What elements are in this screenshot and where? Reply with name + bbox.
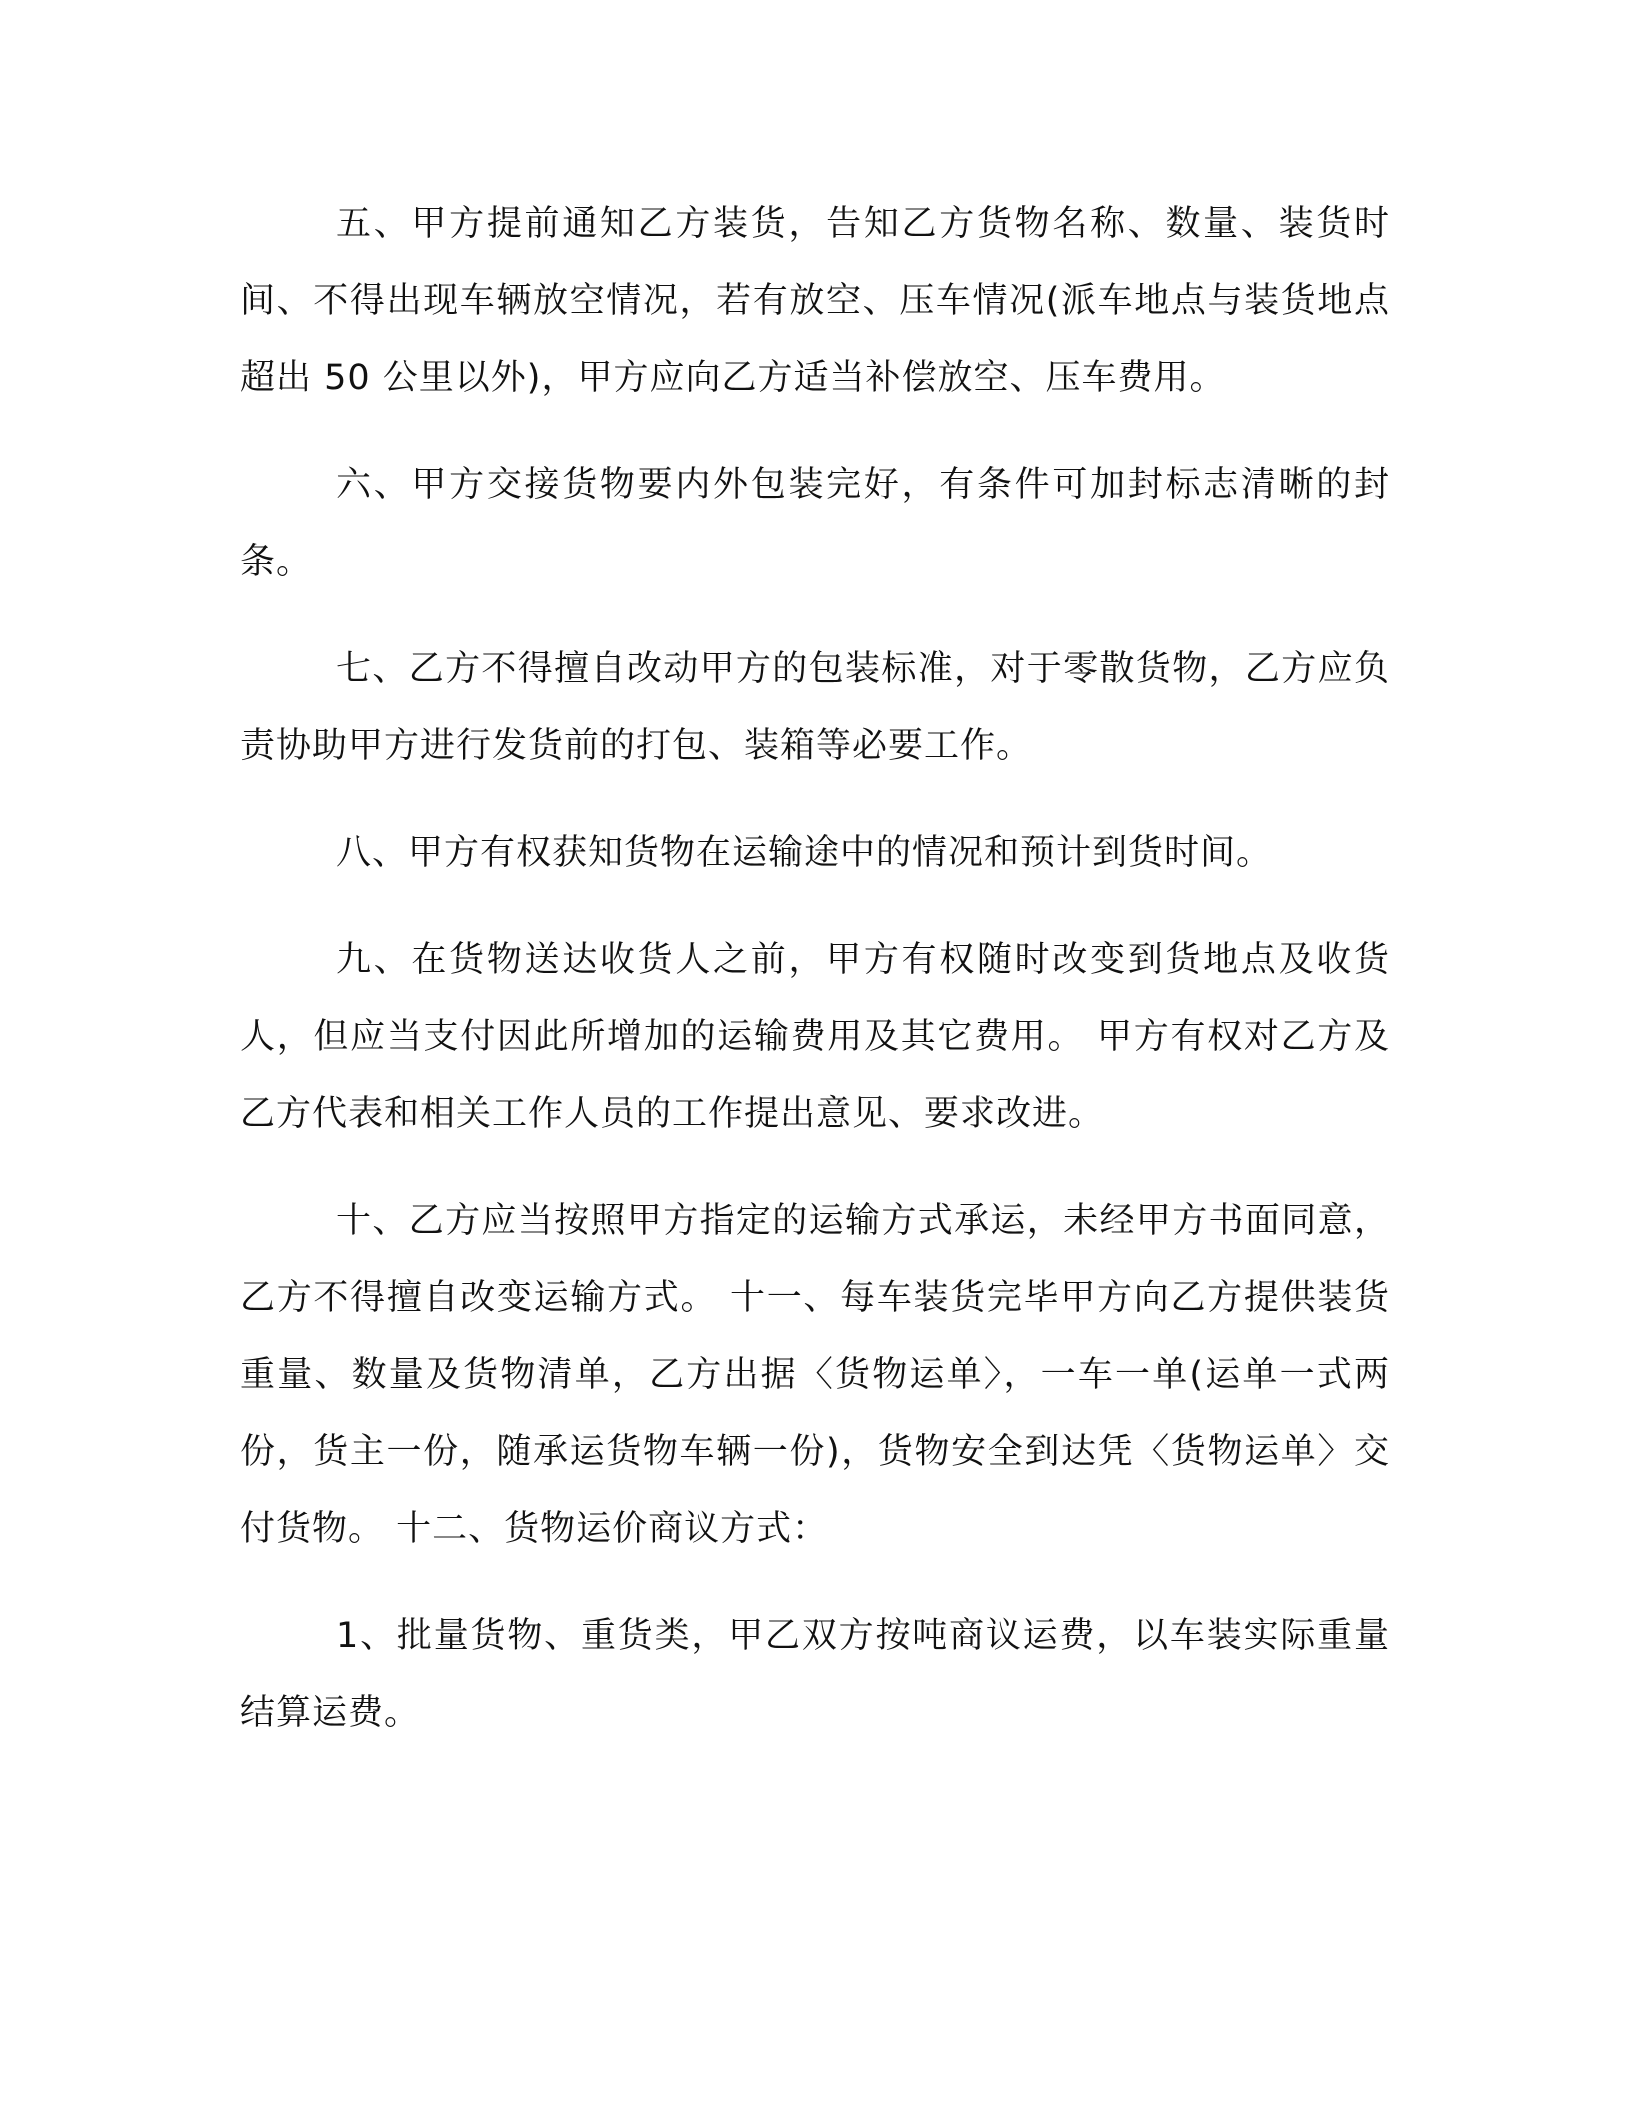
clause-12-item-1: 1、批量货物、重货类，甲乙双方按吨商议运费，以车装实际重量结算运费。: [240, 1616, 1390, 1733]
clause-5: 五、甲方提前通知乙方装货，告知乙方货物名称、数量、装货时间、不得出现车辆放空情况，若有放空、压车情况(派车地点与装货地点超出 50 公里以外)，甲方应向乙方适当补偿放空、压车费用。: [240, 204, 1390, 398]
document-body: [240, 186, 1390, 1782]
clause-9: 九、在货物送达收货人之前，甲方有权随时改变到货地点及收货人，但应当支付因此所增加的运输费用及其它费用。 甲方有权对乙方及乙方代表和相关工作人员的工作提出意见、要求改进。: [240, 940, 1390, 1134]
clause-7: 七、乙方不得擅自改动甲方的包装标准，对于零散货物，乙方应负责协助甲方进行发货前的打包、装箱等必要工作。: [240, 649, 1390, 766]
clause-8: 八、甲方有权获知货物在运输途中的情况和预计到货时间。: [336, 833, 1273, 873]
clause-10: 十、乙方应当按照甲方指定的运输方式承运，未经甲方书面同意，乙方不得擅自改变运输方式。 十一、每车装货完毕甲方向乙方提供装货重量、数量及货物清单，乙方出据〈货物运单〉，一车一单(运单一式两份，货主一份，随承运货物车辆一份)，货物安全到达凭〈货物运单〉交付货物。 十二、货物运价商议方式：: [240, 1201, 1390, 1549]
clause-6: 六、甲方交接货物要内外包装完好，有条件可加封标志清晰的封条。: [240, 465, 1390, 582]
